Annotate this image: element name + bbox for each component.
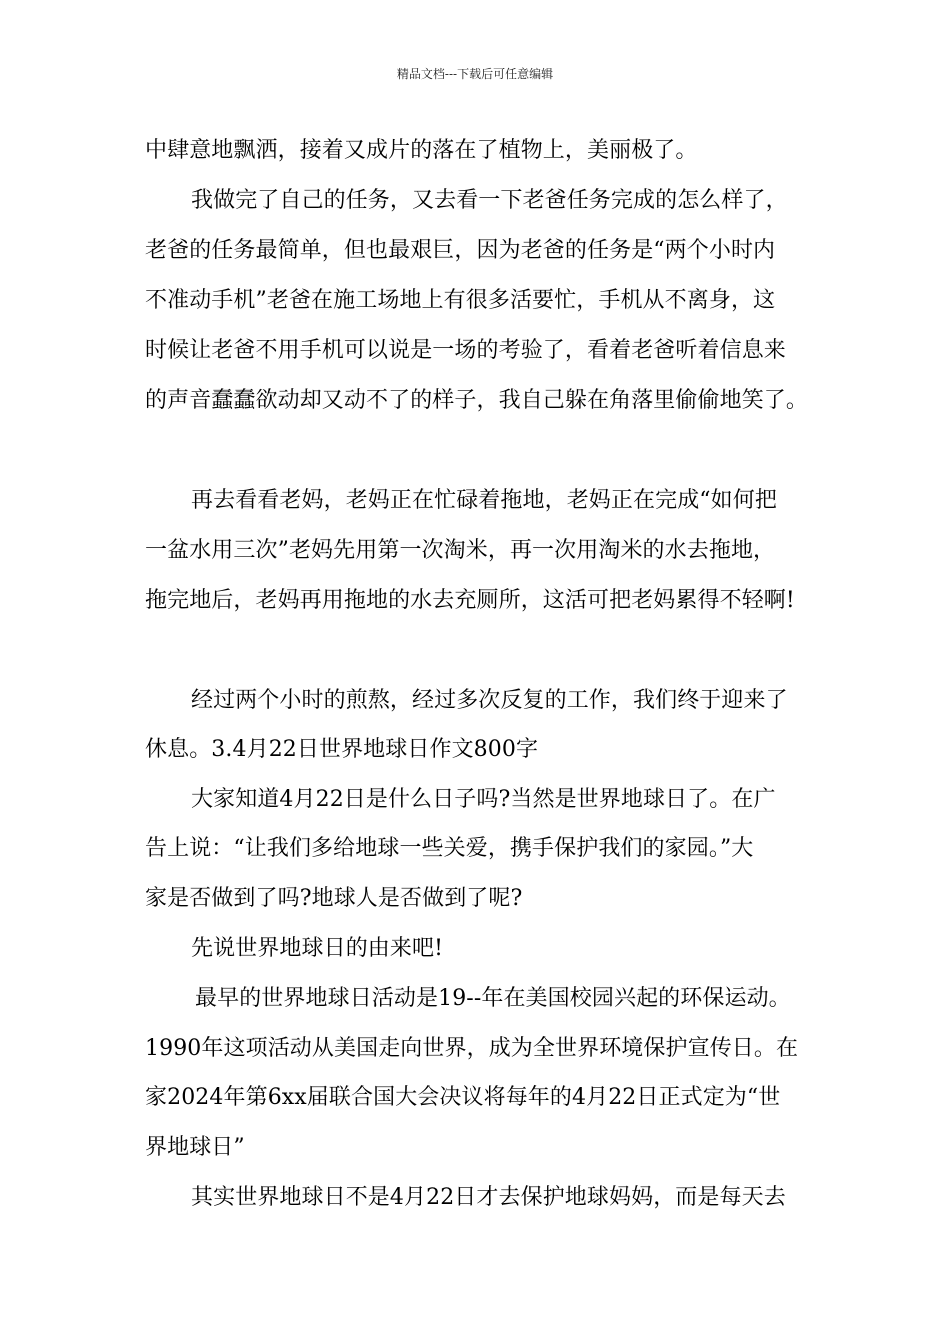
text-line: 其实世界地球日不是4月22日才去保护地球妈妈，而是每天去 <box>191 1185 786 1210</box>
text-line: 拖完地后，老妈再用拖地的水去充厕所，这活可把老妈累得不轻啊! <box>145 588 795 613</box>
text-line: 大家知道4月22日是什么日子吗?当然是世界地球日了。在广 <box>191 787 776 812</box>
text-line: 的声音蠢蠢欲动却又动不了的样子，我自己躲在角落里偷偷地笑了。 <box>145 388 809 413</box>
text-line: 告上说：“让我们多给地球一些关爱，携手保护我们的家园。”大 <box>145 836 754 861</box>
text-line: 家2024年第6xx届联合国大会决议将每年的4月22日正式定为“世 <box>145 1085 781 1110</box>
text-line: 我做完了自己的任务，又去看一下老爸任务完成的怎么样了， <box>191 188 788 213</box>
text-line: 经过两个小时的煎熬，经过多次反复的工作，我们终于迎来了 <box>191 688 788 713</box>
text-line: 先说世界地球日的由来吧! <box>191 936 444 961</box>
text-line: 时候让老爸不用手机可以说是一场的考验了，看着老爸听着信息来 <box>145 338 786 363</box>
page-header: 精品文档---下载后可任意编辑 <box>396 67 554 81</box>
text-line: 中肆意地飘洒，接着又成片的落在了植物上，美丽极了。 <box>145 138 698 163</box>
text-line: 休息。3.4月22日世界地球日作文800字 <box>145 737 539 762</box>
text-line: 界地球日” <box>145 1135 245 1160</box>
text-line: 再去看看老妈，老妈正在忙碌着拖地，老妈正在完成“如何把 <box>191 488 777 513</box>
text-line: 1990年这项活动从美国走向世界，成为全世界环境保护宣传日。在 <box>145 1036 799 1061</box>
text-line: 不准动手机”老爸在施工场地上有很多活要忙，手机从不离身，这 <box>145 288 776 313</box>
text-line: 最早的世界地球日活动是19--年在美国校园兴起的环保运动。 <box>195 986 791 1011</box>
text-line: 一盆水用三次”老妈先用第一次淘米，再一次用淘米的水去拖地， <box>145 538 776 563</box>
text-line: 老爸的任务最简单，但也最艰巨，因为老爸的任务是“两个小时内 <box>145 238 776 263</box>
text-line: 家是否做到了吗?地球人是否做到了呢? <box>145 886 523 911</box>
